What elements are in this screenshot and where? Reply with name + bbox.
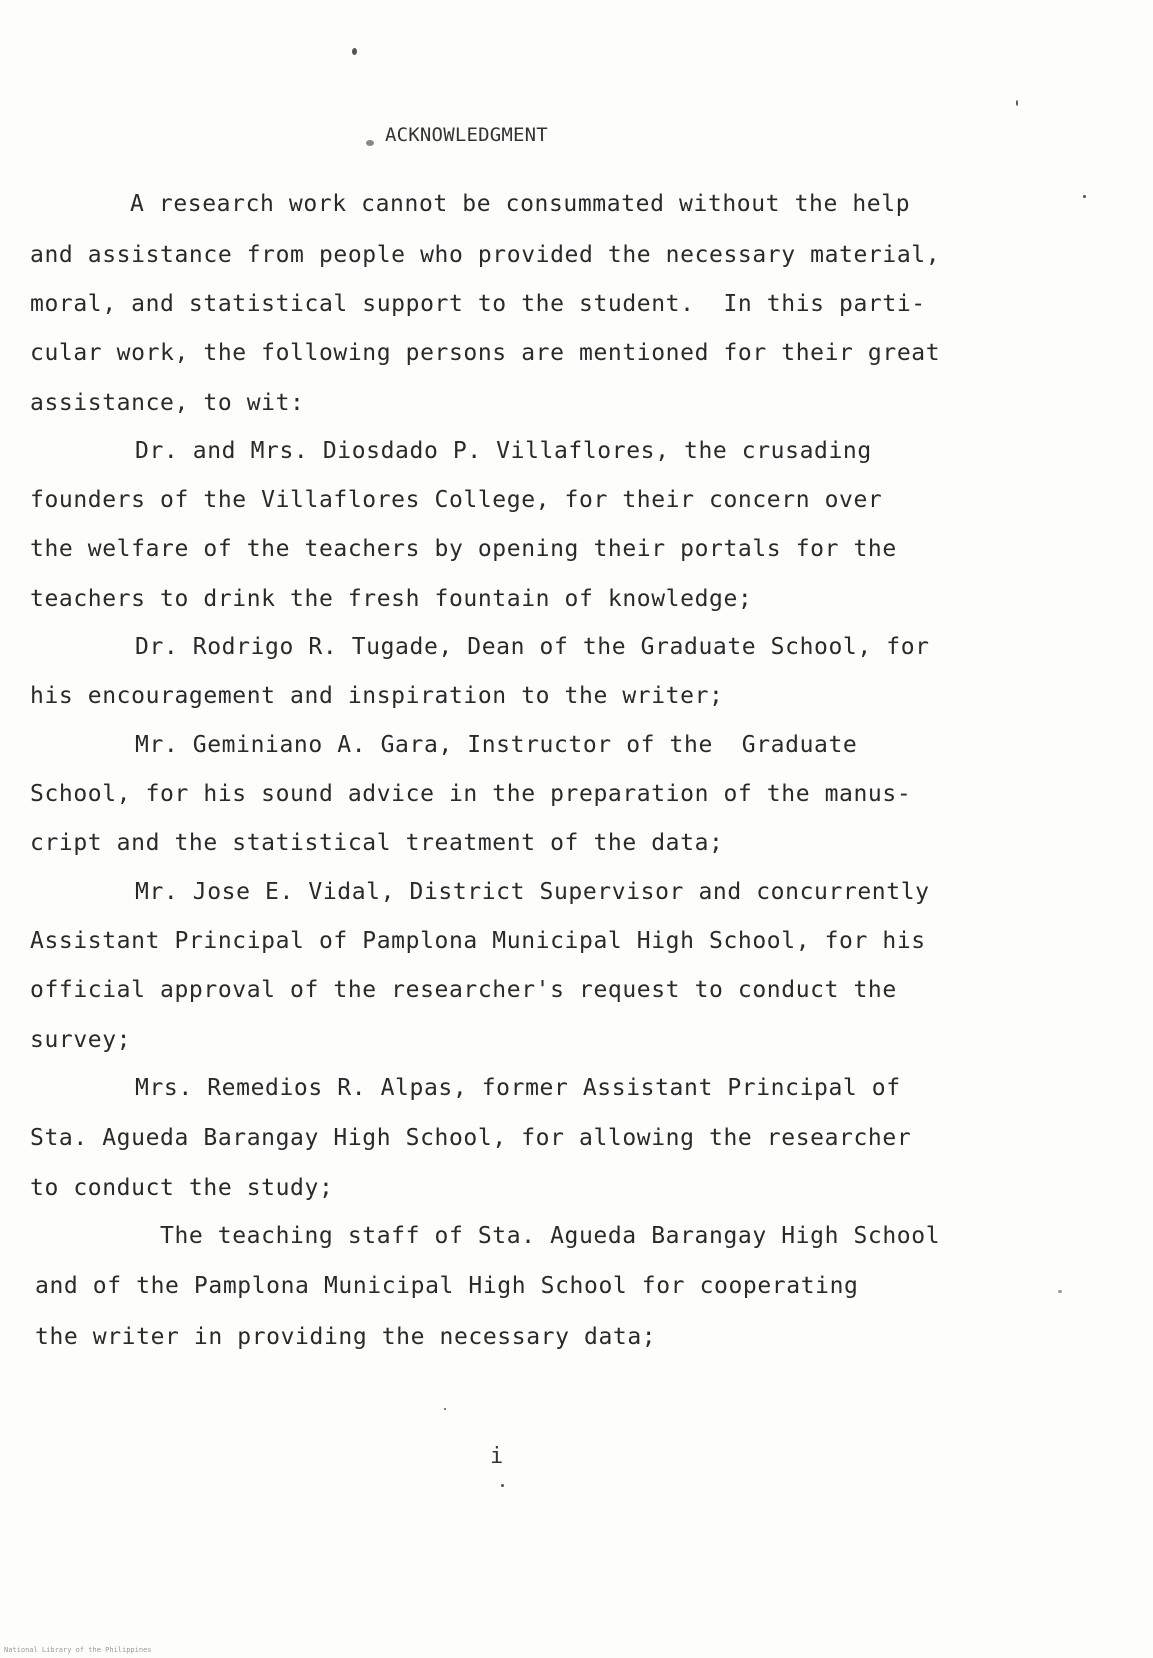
text-line: and assistance from people who provided the necessary material,	[30, 242, 941, 268]
text-line: The teaching staff of Sta. Agueda Barangay High School	[160, 1223, 941, 1249]
text-line: School, for his sound advice in the preparation of the manus-	[30, 781, 912, 807]
text-line: the writer in providing the necessary data;	[35, 1324, 657, 1350]
text-line: Mrs. Remedios R. Alpas, former Assistant Principal of	[135, 1075, 901, 1101]
page-heading: ACKNOWLEDGMENT	[385, 124, 548, 146]
text-line: assistance, to wit:	[30, 390, 305, 416]
footer-note: National Library of the Philippines	[4, 1646, 152, 1654]
page-number: i	[490, 1444, 504, 1469]
text-line: survey;	[30, 1027, 132, 1053]
text-line: Mr. Jose E. Vidal, District Supervisor and concurrently	[135, 879, 930, 905]
text-line: Mr. Geminiano A. Gara, Instructor of the Graduate	[135, 732, 858, 758]
scan-speck	[352, 48, 357, 55]
scan-speck	[444, 1408, 446, 1410]
text-line: A research work cannot be consummated without the help	[130, 191, 911, 217]
scan-speck	[1083, 195, 1086, 198]
text-line: to conduct the study;	[30, 1175, 334, 1201]
text-line: Sta. Agueda Barangay High School, for allowing the researcher	[30, 1125, 912, 1151]
text-line: moral, and statistical support to the student. In this parti-	[30, 291, 926, 317]
text-line: cript and the statistical treatment of the data;	[30, 830, 724, 856]
text-line: Dr. and Mrs. Diosdado P. Villaflores, the crusading	[135, 438, 872, 464]
text-line: and of the Pamplona Municipal High School for cooperating	[35, 1273, 859, 1299]
text-line: cular work, the following persons are mentioned for their great	[30, 340, 941, 366]
text-line: official approval of the researcher's request to conduct the	[30, 977, 897, 1003]
text-line: the welfare of the teachers by opening their portals for the	[30, 536, 897, 562]
scan-speck	[1016, 100, 1018, 106]
text-line: teachers to drink the fresh fountain of knowledge;	[30, 586, 753, 612]
text-line: founders of the Villaflores College, for their concern over	[30, 487, 883, 513]
scan-speck	[1058, 1290, 1062, 1293]
scan-speck	[501, 1484, 504, 1487]
text-line: Assistant Principal of Pamplona Municipal High School, for his	[30, 928, 926, 954]
scan-speck	[366, 140, 374, 146]
text-line: his encouragement and inspiration to the writer;	[30, 683, 724, 709]
text-line: Dr. Rodrigo R. Tugade, Dean of the Graduate School, for	[135, 634, 930, 660]
